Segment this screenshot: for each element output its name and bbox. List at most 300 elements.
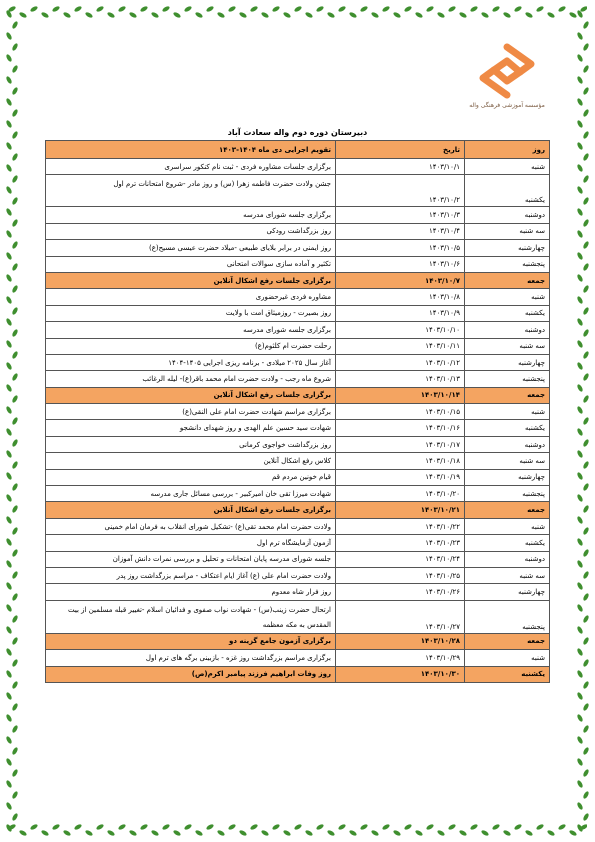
vine-leaf <box>217 829 226 836</box>
vine-leaf <box>576 758 583 767</box>
table-row <box>46 240 550 256</box>
table-row <box>46 420 550 436</box>
date-cell: ۱۴۰۳/۱۰/۱ <box>336 159 465 175</box>
day-cell: جمعه <box>465 387 550 403</box>
vine-leaf <box>239 829 248 836</box>
table-row <box>46 633 550 649</box>
table-row <box>46 159 550 175</box>
vine-leaf <box>11 681 18 690</box>
day-cell: پنجشنبه <box>465 256 550 272</box>
vine-leaf <box>173 11 182 18</box>
vine-leaf <box>525 11 534 18</box>
table-row <box>46 322 550 338</box>
vine-leaf <box>11 219 18 228</box>
vine-leaf <box>11 65 18 74</box>
vine-leaf <box>576 560 583 569</box>
vine-leaf <box>52 823 61 830</box>
vine-leaf <box>582 703 589 712</box>
vine-leaf <box>576 362 583 371</box>
program-cell: شهادت میرزا تقی خان امیرکبیر - بررسی مسائل جاری مدرسه <box>46 486 336 502</box>
vine-leaf <box>382 823 391 830</box>
vine-leaf <box>85 829 94 836</box>
vine-leaf <box>52 5 61 12</box>
vine-leaf <box>11 241 18 250</box>
vine-leaf <box>576 736 583 745</box>
day-cell: شنبه <box>465 650 550 666</box>
day-cell: یکشنبه <box>465 305 550 321</box>
program-cell: برگزاری آزمون جامع گزینه دو <box>46 633 336 649</box>
vine-leaf <box>5 604 12 613</box>
vine-leaf <box>5 274 12 283</box>
vine-leaf <box>582 505 589 514</box>
vine-leaf <box>582 791 589 800</box>
vine-leaf <box>459 11 468 18</box>
program-cell: ولادت حضرت امام محمد تقی(ع) -تشکیل شورای انقلاب به فرمان امام خمینی <box>46 518 336 534</box>
vine-leaf <box>11 725 18 734</box>
vine-leaf <box>576 626 583 635</box>
vine-leaf <box>582 637 589 646</box>
vine-leaf <box>371 829 380 836</box>
vine-leaf <box>5 362 12 371</box>
vine-leaf <box>261 829 270 836</box>
date-cell: ۱۴۰۳/۱۰/۱۵ <box>336 404 465 420</box>
vine-leaf <box>5 142 12 151</box>
date-cell: ۱۴۰۳/۱۰/۲ <box>336 175 465 207</box>
table-row <box>46 453 550 469</box>
vine-leaf <box>5 208 12 217</box>
vine-leaf <box>162 5 171 12</box>
vine-leaf <box>582 87 589 96</box>
day-cell: دوشنبه <box>465 207 550 223</box>
vine-leaf <box>536 823 545 830</box>
vine-leaf <box>5 802 12 811</box>
vine-leaf <box>151 829 160 836</box>
vine-leaf <box>5 54 12 63</box>
vine-leaf <box>582 241 589 250</box>
day-cell: سه شنبه <box>465 338 550 354</box>
vine-leaf <box>576 274 583 283</box>
date-cell: ۱۴۰۳/۱۰/۹ <box>336 305 465 321</box>
vine-leaf <box>11 747 18 756</box>
table-row <box>46 535 550 551</box>
day-cell: چهارشنبه <box>465 354 550 370</box>
date-cell: ۱۴۰۳/۱۰/۸ <box>336 289 465 305</box>
vine-border-left <box>5 10 19 832</box>
vine-leaf <box>250 5 259 12</box>
vine-leaf <box>576 670 583 679</box>
table-row <box>46 175 550 207</box>
vine-leaf <box>576 780 583 789</box>
vine-leaf <box>5 626 12 635</box>
vine-leaf <box>184 5 193 12</box>
program-cell: برگزاری جلسه شورای مدرسه <box>46 322 336 338</box>
vine-leaf <box>118 5 127 12</box>
program-cell: برگزاری جلسات رفع اشکال آنلاین <box>46 502 336 518</box>
vine-leaf <box>576 164 583 173</box>
vine-leaf <box>576 450 583 459</box>
date-cell: ۱۴۰۳/۱۰/۱۸ <box>336 453 465 469</box>
vine-leaf <box>11 175 18 184</box>
vine-leaf <box>448 823 457 830</box>
vine-leaf <box>11 109 18 118</box>
vine-leaf <box>11 791 18 800</box>
vine-leaf <box>514 5 523 12</box>
date-cell: ۱۴۰۳/۱۰/۲۶ <box>336 584 465 600</box>
day-cell: دوشنبه <box>465 436 550 452</box>
day-cell: یکشنبه <box>465 420 550 436</box>
date-cell: ۱۴۰۳/۱۰/۲۴ <box>336 551 465 567</box>
vine-leaf <box>5 98 12 107</box>
vine-leaf <box>576 54 583 63</box>
vine-leaf <box>582 65 589 74</box>
vine-leaf <box>582 263 589 272</box>
vine-leaf <box>349 11 358 18</box>
vine-leaf <box>582 197 589 206</box>
vine-leaf <box>5 428 12 437</box>
vine-leaf <box>30 5 39 12</box>
vine-leaf <box>5 384 12 393</box>
day-cell: دوشنبه <box>465 322 550 338</box>
vine-leaf <box>11 659 18 668</box>
program-cell: روز بزرگداشت خواجوی کرمانی <box>46 436 336 452</box>
vine-leaf <box>5 692 12 701</box>
date-cell: ۱۴۰۳/۱۰/۱۶ <box>336 420 465 436</box>
header-program: تقویم اجرایی دی ماه ۱۴۰۴-۱۴۰۳ <box>46 141 336 159</box>
vine-leaf <box>576 494 583 503</box>
vine-leaf <box>582 329 589 338</box>
vine-leaf <box>5 538 12 547</box>
vine-leaf <box>5 186 12 195</box>
program-cell: روز ایمنی در برابر بلایای طبیعی -میلاد حضرت عیسی مسیح(ع) <box>46 240 336 256</box>
day-cell: پنجشنبه <box>465 371 550 387</box>
day-cell: شنبه <box>465 289 550 305</box>
vine-leaf <box>582 571 589 580</box>
program-cell: جلسه شورای مدرسه پایان امتحانات و تحلیل و بررسی نمرات دانش آموزان <box>46 551 336 567</box>
vine-leaf <box>11 197 18 206</box>
vine-leaf <box>63 829 72 836</box>
vine-leaf <box>448 5 457 12</box>
day-cell: پنجشنبه <box>465 600 550 633</box>
vine-leaf <box>327 829 336 836</box>
vine-leaf <box>536 5 545 12</box>
day-cell: یکشنبه <box>465 175 550 207</box>
vine-leaf <box>349 829 358 836</box>
vine-leaf <box>576 516 583 525</box>
vine-leaf <box>576 538 583 547</box>
vine-leaf <box>582 593 589 602</box>
table-row <box>46 404 550 420</box>
vine-leaf <box>5 560 12 569</box>
vine-leaf <box>576 428 583 437</box>
day-cell: سه شنبه <box>465 223 550 239</box>
table-row <box>46 666 550 682</box>
vine-leaf <box>576 230 583 239</box>
vine-leaf <box>514 823 523 830</box>
vine-leaf <box>393 11 402 18</box>
program-cell: برگزاری جلسات مشاوره فردی - ثبت نام کنکور سراسری <box>46 159 336 175</box>
vine-leaf <box>338 823 347 830</box>
vine-leaf <box>576 692 583 701</box>
date-cell: ۱۴۰۳/۱۰/۷ <box>336 272 465 288</box>
vine-leaf <box>576 32 583 41</box>
program-cell: روز بصیرت - روزمیثاق امت با ولایت <box>46 305 336 321</box>
vine-leaf <box>426 5 435 12</box>
schedule-table <box>45 140 550 683</box>
program-cell: روز وفات ابراهیم فرزند پیامبر اکرم(ص) <box>46 666 336 682</box>
day-cell: جمعه <box>465 633 550 649</box>
vine-leaf <box>5 472 12 481</box>
vine-leaf <box>582 21 589 30</box>
date-cell: ۱۴۰۳/۱۰/۱۳ <box>336 371 465 387</box>
vine-leaf <box>195 11 204 18</box>
date-cell: ۱۴۰۳/۱۰/۲۵ <box>336 567 465 583</box>
vine-leaf <box>96 5 105 12</box>
vine-leaf <box>327 11 336 18</box>
vine-leaf <box>582 527 589 536</box>
table-row <box>46 272 550 288</box>
vine-leaf <box>11 263 18 272</box>
vine-leaf <box>151 11 160 18</box>
table-row <box>46 354 550 370</box>
vine-leaf <box>5 230 12 239</box>
vine-leaf <box>5 252 12 261</box>
vine-leaf <box>11 637 18 646</box>
program-cell: مشاوره فردی غیرحضوری <box>46 289 336 305</box>
vine-leaf <box>11 461 18 470</box>
vine-leaf <box>582 483 589 492</box>
vine-leaf <box>305 829 314 836</box>
vine-leaf <box>11 131 18 140</box>
vine-leaf <box>11 351 18 360</box>
vine-leaf <box>360 5 369 12</box>
date-cell: ۱۴۰۳/۱۰/۲۸ <box>336 633 465 649</box>
vine-leaf <box>582 549 589 558</box>
vine-leaf <box>576 120 583 129</box>
program-cell: جشن ولادت حضرت فاطمه زهرا (س) و روز مادر -شروع امتحانات ترم اول <box>46 175 336 207</box>
vine-leaf <box>382 5 391 12</box>
vine-border-right <box>576 10 590 832</box>
day-cell: چهارشنبه <box>465 240 550 256</box>
table-row <box>46 600 550 633</box>
vine-leaf <box>5 76 12 85</box>
vine-leaf <box>576 714 583 723</box>
vine-leaf <box>11 43 18 52</box>
table-row <box>46 650 550 666</box>
vine-leaf <box>5 318 12 327</box>
vine-leaf <box>371 11 380 18</box>
vine-leaf <box>5 780 12 789</box>
vine-leaf <box>503 11 512 18</box>
vine-leaf <box>582 461 589 470</box>
vine-leaf <box>525 829 534 836</box>
table-row <box>46 387 550 403</box>
day-cell: شنبه <box>465 159 550 175</box>
vine-leaf <box>503 829 512 836</box>
vine-leaf <box>19 829 28 836</box>
vine-leaf <box>576 296 583 305</box>
vine-leaf <box>576 252 583 261</box>
table-row <box>46 371 550 387</box>
vine-leaf <box>5 32 12 41</box>
vine-leaf <box>11 505 18 514</box>
date-cell: ۱۴۰۳/۱۰/۱۰ <box>336 322 465 338</box>
day-cell: پنجشنبه <box>465 486 550 502</box>
vine-leaf <box>582 395 589 404</box>
program-cell: ولادت حضرت امام علی (ع) آغاز ایام اعتکاف - مراسم بزرگداشت روز پدر <box>46 567 336 583</box>
table-row <box>46 207 550 223</box>
vine-leaf <box>426 823 435 830</box>
vine-leaf <box>404 823 413 830</box>
vine-leaf <box>162 823 171 830</box>
program-cell: قیام خونین مردم قم <box>46 469 336 485</box>
vine-leaf <box>582 131 589 140</box>
vine-leaf <box>437 11 446 18</box>
table-row <box>46 338 550 354</box>
vine-leaf <box>582 153 589 162</box>
vine-leaf <box>11 373 18 382</box>
date-cell: ۱۴۰۳/۱۰/۲۷ <box>336 600 465 633</box>
table-row <box>46 223 550 239</box>
vine-border-top <box>8 5 587 19</box>
vine-leaf <box>228 823 237 830</box>
vine-leaf <box>63 11 72 18</box>
vine-leaf <box>217 11 226 18</box>
vine-leaf <box>470 5 479 12</box>
day-cell: شنبه <box>465 404 550 420</box>
table-row <box>46 486 550 502</box>
header-day: روز <box>465 141 550 159</box>
vine-leaf <box>582 175 589 184</box>
vine-leaf <box>582 813 589 822</box>
vine-leaf <box>576 406 583 415</box>
vine-leaf <box>283 829 292 836</box>
vine-leaf <box>5 10 12 18</box>
day-cell: چهارشنبه <box>465 584 550 600</box>
vine-leaf <box>11 395 18 404</box>
date-cell: ۱۴۰۳/۱۰/۲۰ <box>336 486 465 502</box>
vine-leaf <box>582 43 589 52</box>
vine-leaf <box>85 11 94 18</box>
vine-leaf <box>5 406 12 415</box>
day-cell: شنبه <box>465 518 550 534</box>
vine-leaf <box>250 823 259 830</box>
vine-leaf <box>173 829 182 836</box>
program-cell: برگزاری مراسم شهادت حضرت امام علی النقی(ع) <box>46 404 336 420</box>
date-cell: ۱۴۰۳/۱۰/۵ <box>336 240 465 256</box>
vine-leaf <box>11 615 18 624</box>
vine-leaf <box>272 5 281 12</box>
table-row <box>46 567 550 583</box>
vine-leaf <box>107 829 116 836</box>
vine-leaf <box>140 5 149 12</box>
vine-leaf <box>195 829 204 836</box>
vine-leaf <box>576 318 583 327</box>
date-cell: ۱۴۰۳/۱۰/۶ <box>336 256 465 272</box>
day-cell: دوشنبه <box>465 551 550 567</box>
vine-leaf <box>576 76 583 85</box>
vine-leaf <box>582 285 589 294</box>
vine-leaf <box>5 340 12 349</box>
vine-leaf <box>41 11 50 18</box>
vine-leaf <box>5 450 12 459</box>
table-header-row <box>46 141 550 159</box>
table-row <box>46 551 550 567</box>
vine-leaf <box>74 5 83 12</box>
vine-leaf <box>576 648 583 657</box>
vine-leaf <box>5 824 12 832</box>
vine-leaf <box>228 5 237 12</box>
vine-leaf <box>5 164 12 173</box>
vine-leaf <box>118 823 127 830</box>
vine-leaf <box>239 11 248 18</box>
vine-leaf <box>5 516 12 525</box>
vine-leaf <box>582 417 589 426</box>
vine-leaf <box>96 823 105 830</box>
date-cell: ۱۴۰۳/۱۰/۲۳ <box>336 535 465 551</box>
program-cell: شروع ماه رجب - ولادت حضرت امام محمد باقر(ع)- لیله الرغائب <box>46 371 336 387</box>
vine-leaf <box>576 98 583 107</box>
vine-leaf <box>5 714 12 723</box>
vine-leaf <box>576 802 583 811</box>
vine-leaf <box>558 5 567 12</box>
vine-leaf <box>393 829 402 836</box>
vine-leaf <box>547 829 556 836</box>
table-row <box>46 289 550 305</box>
date-cell: ۱۴۰۳/۱۰/۱۹ <box>336 469 465 485</box>
vine-leaf <box>547 11 556 18</box>
vine-leaf <box>129 829 138 836</box>
vine-leaf <box>492 823 501 830</box>
schedule-body <box>46 159 550 683</box>
program-cell: روز فرار شاه معدوم <box>46 584 336 600</box>
vine-leaf <box>305 11 314 18</box>
table-row <box>46 502 550 518</box>
vine-leaf <box>261 11 270 18</box>
program-cell: برگزاری جلسات رفع اشکال آنلاین <box>46 272 336 288</box>
date-cell: ۱۴۰۳/۱۰/۲۲ <box>336 518 465 534</box>
vine-leaf <box>338 5 347 12</box>
date-cell: ۱۴۰۳/۱۰/۱۷ <box>336 436 465 452</box>
program-cell: برگزاری جلسه شورای مدرسه <box>46 207 336 223</box>
date-cell: ۱۴۰۳/۱۰/۳ <box>336 207 465 223</box>
day-cell: چهارشنبه <box>465 469 550 485</box>
vine-leaf <box>576 208 583 217</box>
vine-leaf <box>316 5 325 12</box>
day-cell: جمعه <box>465 502 550 518</box>
vine-leaf <box>582 439 589 448</box>
vine-leaf <box>283 11 292 18</box>
vine-leaf <box>272 823 281 830</box>
vine-leaf <box>11 813 18 822</box>
logo-mark-icon <box>475 42 539 100</box>
day-cell: سه شنبه <box>465 567 550 583</box>
vine-leaf <box>582 219 589 228</box>
day-cell: یکشنبه <box>465 535 550 551</box>
vine-leaf <box>459 829 468 836</box>
vine-leaf <box>5 120 12 129</box>
vine-leaf <box>582 659 589 668</box>
vine-leaf <box>140 823 149 830</box>
vine-leaf <box>576 340 583 349</box>
vine-leaf <box>5 758 12 767</box>
vine-leaf <box>437 829 446 836</box>
school-title: دبیرستان دوره دوم واله سعادت آباد <box>227 128 368 137</box>
vine-leaf <box>5 582 12 591</box>
header-date: تاریخ <box>336 141 465 159</box>
vine-leaf <box>316 823 325 830</box>
vine-leaf <box>576 142 583 151</box>
vine-leaf <box>576 604 583 613</box>
